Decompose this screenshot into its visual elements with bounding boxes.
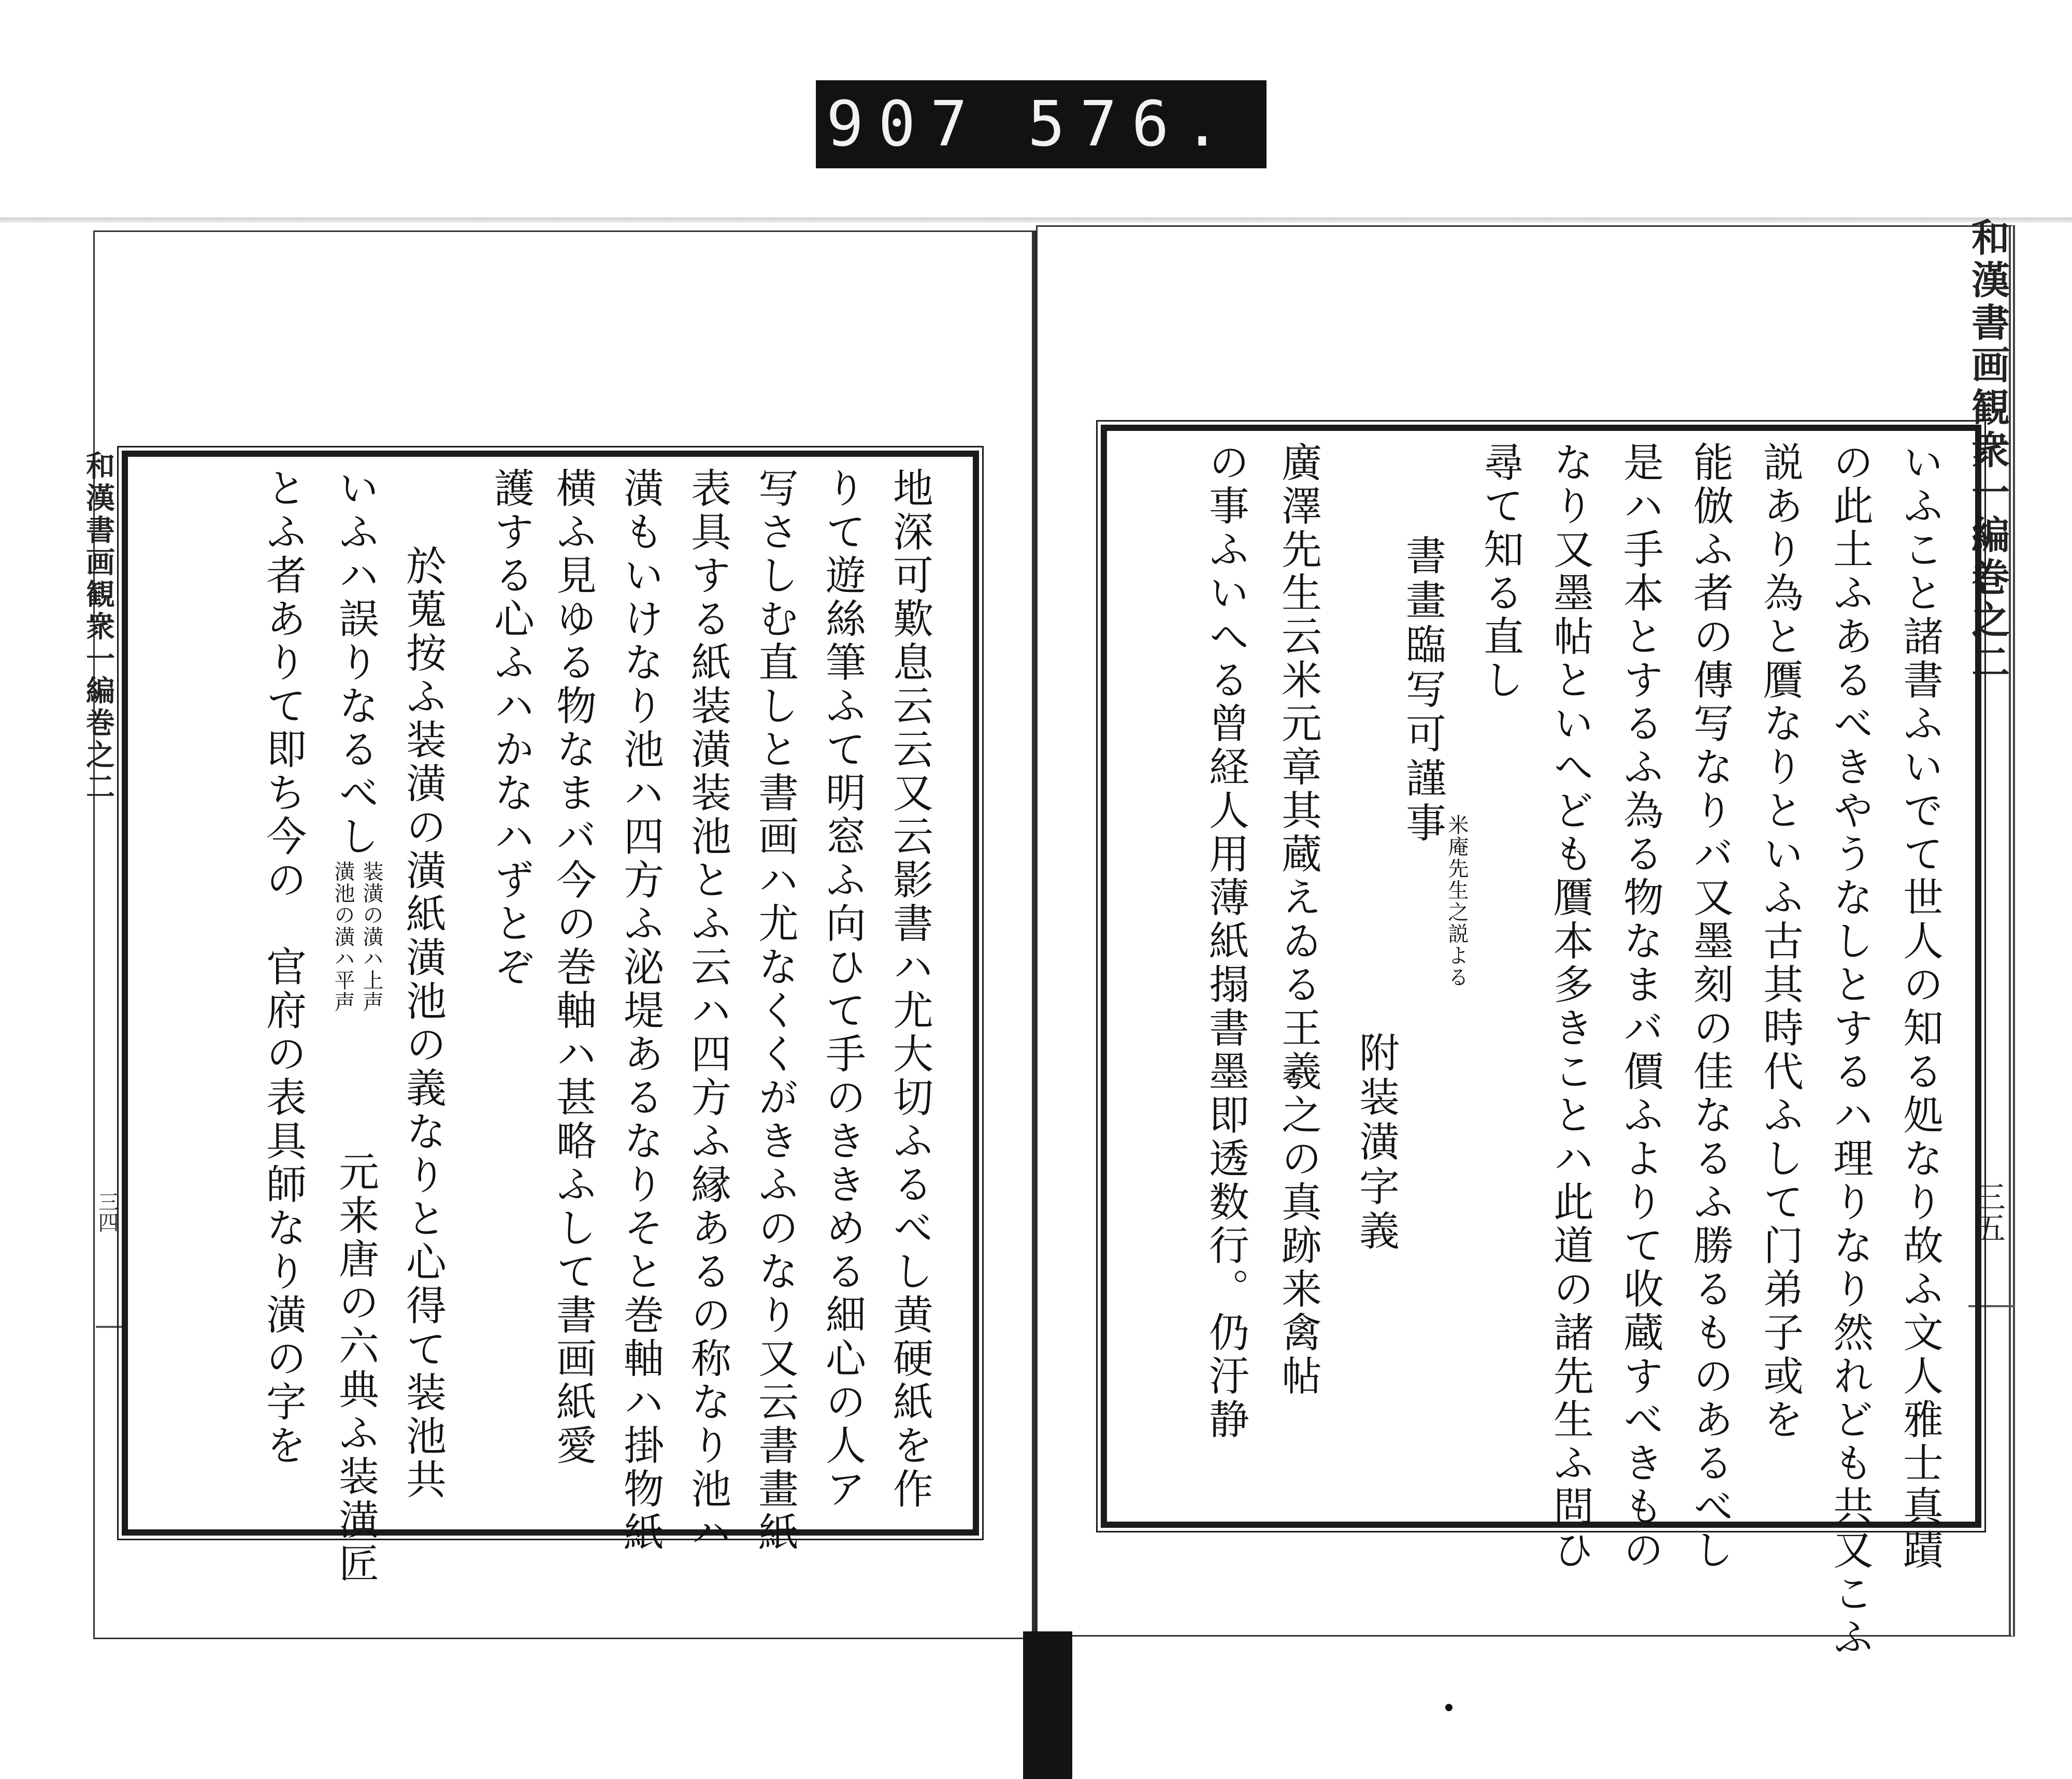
left-col-5: 潢もいけなり池ハ四方ふ泌堤あるなりそと巻軸ハ掛物紙 xyxy=(617,467,664,1555)
right-col-3: 説あり為と贋なりといふ古其時代ふして门弟子或を xyxy=(1757,441,1803,1442)
left-margin-rule xyxy=(96,1326,122,1328)
right-page-margin-title: 和漢書画観衆一編巻之二 xyxy=(1965,218,2010,685)
microfilm-reel-label xyxy=(816,80,1267,168)
dust-speck xyxy=(1445,1704,1452,1711)
spread-top-edge xyxy=(0,218,2072,223)
left-col-6: 横ふ見ゆる物なまバ今の巻軸ハ甚略ふして書画紙愛 xyxy=(550,467,596,1468)
right-page-leaf-number: 三五 xyxy=(1969,1181,2006,1243)
right-col-2: の此土ふあるべきやうなしとするハ理りなり然れども共又こふ xyxy=(1826,441,1873,1659)
left-col-1: 地深可歎息云云又云影書ハ尤大切ふるべし黄硬紙を作 xyxy=(886,467,933,1511)
left-col-11: とふ者ありて即ち今の 官府の表具師なり潢の字を xyxy=(260,467,306,1468)
left-text-frame xyxy=(122,451,979,1586)
right-col-1: いふこと諸書ふいでて世人の知る処なり故ふ文人雅士真蹟 xyxy=(1896,441,1943,1572)
right-col-6: なり又墨帖といへども贋本多きことハ此道の諸先生ふ問ひ xyxy=(1547,441,1593,1572)
right-col-5: 是ハ手本とするふ為る物なまバ價ふよりて收蔵すべきもの xyxy=(1617,441,1663,1572)
right-heading-1: 書畫臨写可謹事 xyxy=(1399,534,1446,846)
right-heading-2: 附装潢字義 xyxy=(1352,1032,1399,1254)
right-col-7: 尋て知る直し xyxy=(1477,441,1523,702)
left-col-10: 元来唐の六典ふ装潢匠 xyxy=(332,1151,379,1586)
left-col-4: 表具する紙装潢装池とふ云ハ四方ふ縁あるの称なり池ハ xyxy=(684,467,731,1555)
left-note-1: 装潢の潢ハ上声 xyxy=(359,861,383,1013)
reel-number-left: 907 xyxy=(826,88,982,161)
left-page-margin-title: 和漢書画観衆一編巻之二 xyxy=(81,451,116,804)
right-note-1: 米庵先生之説よる xyxy=(1445,814,1469,988)
right-col-8: 廣澤先生云米元章其蔵えゐる王羲之の真跡来禽帖 xyxy=(1275,441,1321,1398)
left-page-leaf-number: 三四 xyxy=(95,1191,119,1233)
gutter-divider xyxy=(1032,230,1035,1634)
reel-number-right: 576. xyxy=(1028,88,1235,161)
right-col-4: 能倣ふ者の傳写なりバ又墨刻の佳なるふ勝るものあるべし xyxy=(1687,441,1733,1572)
right-col-9: の事ふいへる曾経人用薄紙搨書墨即透数行。仍汙静 xyxy=(1202,441,1249,1442)
left-col-9: いふハ誤りなるべし xyxy=(332,467,379,859)
right-text-frame xyxy=(1101,425,1981,1659)
left-note-2: 潢池の潢ハ平声 xyxy=(331,861,355,1013)
left-col-8: 於蒐按ふ装潢の潢紙潢池の義なりと心得て装池共 xyxy=(399,545,446,1502)
left-col-7: 護する心ふハかなハずとぞ xyxy=(487,467,534,989)
left-col-2: りて遊絲筆ふて明窓ふ向ひて手のききめる細心の人ア xyxy=(819,467,866,1511)
binding-tab xyxy=(1023,1631,1072,1779)
left-col-3: 写さしむ直しと書画ハ尤なくくがきふのなり又云書畫紙 xyxy=(752,467,798,1555)
